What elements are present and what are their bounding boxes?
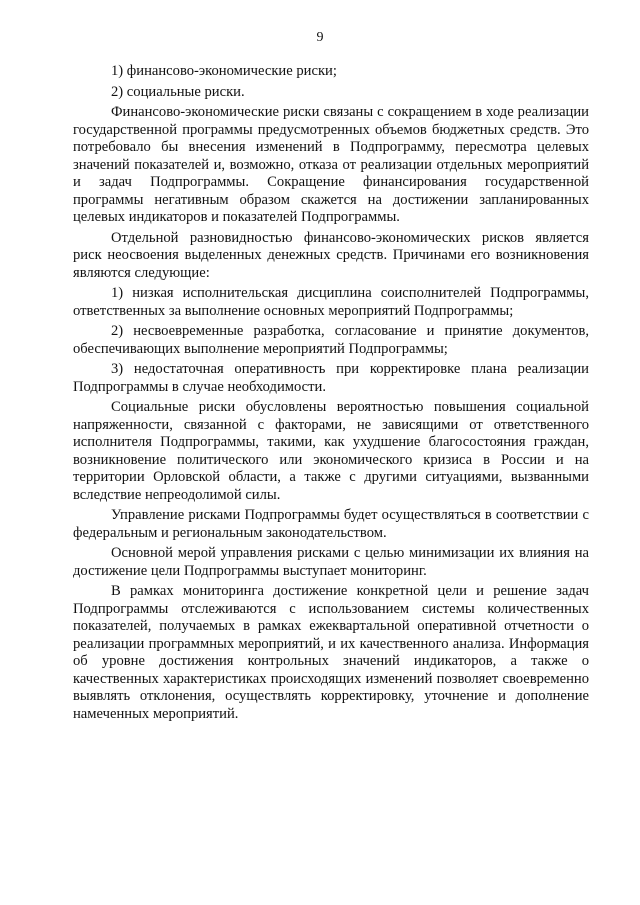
list-item-plan-adjustment: 3) недостаточная оперативность при корректировке плана реализации Подпрограммы в случае необходимости. bbox=[73, 361, 589, 395]
list-item-social-risks: 2) социальные риски. bbox=[111, 83, 245, 100]
paragraph-monitoring: Основной мерой управления рисками с целью минимизации их влияния на достижение цели Подпрограммы выступает мониторинг. bbox=[73, 545, 589, 579]
paragraph-financial-risks: Финансово-экономические риски связаны с сокращением в ходе реализации государственной программы предусмотренных объемов бюджетных средств. Это потребовало бы внесения изменений в Подпрограмму, пересмотра целевых значений показателей и, возможно, отказа от реализации отдельных мероприятий и задач Подпрограммы. Сокращение финансирования государственной программы негативным образом скажется на достижении запланированных целевых индикаторов и показателей Подпрограммы. bbox=[73, 104, 589, 225]
paragraph-unspent-funds-risk: Отдельной разновидностью финансово-экономических рисков является риск неосвоения выделенных денежных средств. Причинами его возникновения являются следующие: bbox=[73, 229, 589, 281]
paragraph-social-risks: Социальные риски обусловлены вероятностью повышения социальной напряженности, связанной с факторами, не зависящими от ответственного исполнителя Подпрограммы, такими, как ухудшение благосостояния граждан, возникновение политического или экономического кризиса в России и на территории Орловской области, а также с другими ситуациями, вызванными вследствие непреодолимой силы. bbox=[73, 399, 589, 503]
list-item-financial-risks: 1) финансово-экономические риски; bbox=[111, 63, 337, 79]
paragraph-risk-management: Управление рисками Подпрограммы будет осуществляться в соответствии с федеральным и региональным законодательством. bbox=[73, 507, 589, 541]
paragraph-monitoring-details: В рамках мониторинга достижение конкретной цели и решение задач Подпрограммы отслеживаются с использованием системы количественных показателей, получаемых в рамках ежеквартальной оперативной отчетности о реализации программных мероприятий, и их качественного анализа. Информация об уровне достижения контрольных значений индикаторов, а также о качественных характеристиках происходящих изменений позволяет своевременно выявлять отклонения, осуществлять корректировку, уточнение и дополнение намеченных мероприятий. bbox=[73, 583, 589, 722]
document-body bbox=[73, 63, 589, 726]
list-item-discipline: 1) низкая исполнительская дисциплина соисполнителей Подпрограммы, ответственных за выполнение основных мероприятий Подпрограммы; bbox=[73, 285, 589, 319]
page-number: 9 bbox=[316, 30, 324, 45]
list-item-documents: 2) несвоевременные разработка, согласование и принятие документов, обеспечивающих выполнение мероприятий Подпрограммы; bbox=[73, 323, 589, 357]
